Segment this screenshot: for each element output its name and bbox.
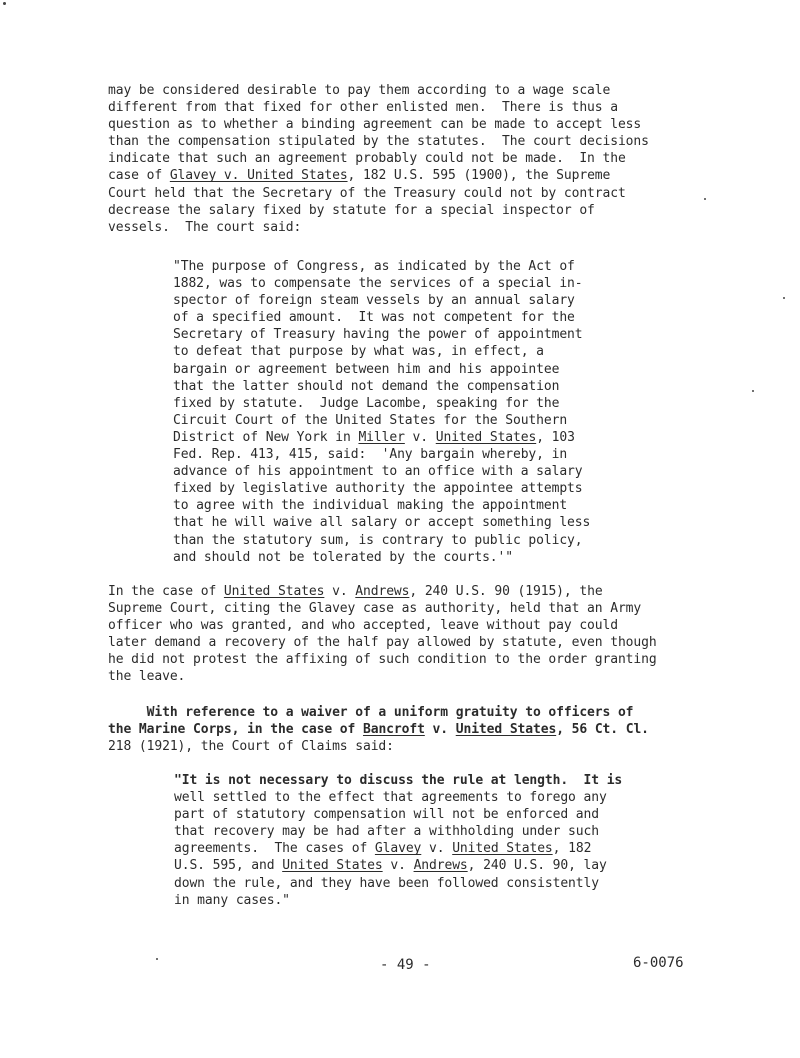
document-code: 6-0076 [633, 955, 684, 971]
text-line: In the case of [108, 584, 224, 599]
text-line: to defeat that purpose by what was, in effect, a [173, 344, 544, 360]
text-line: District of New York in [173, 429, 359, 445]
text-line: vessels. The court said: [108, 219, 302, 235]
text-line: down the rule, and they have been followed consistently [174, 875, 599, 891]
text-line: fixed by legislative authority the appointee attempts [173, 481, 583, 497]
paragraph-andrews-case [108, 583, 657, 686]
case-citation-united-states: United States [223, 584, 325, 599]
text-line: that he will waive all salary or accept something less [173, 515, 591, 531]
text-line: than the compensation stipulated by the statutes. The court decisions [108, 134, 649, 150]
text-line: v. [382, 858, 414, 874]
page-number: - 49 - [380, 957, 431, 973]
case-citation-united-states: United States [282, 858, 383, 874]
text-line: , 182 [552, 841, 592, 857]
text-line: well settled to the effect that agreements to forego any [174, 790, 607, 806]
case-citation-united-states: United States [435, 429, 537, 445]
text-line: different from that fixed for other enlisted men. There is thus a [108, 100, 618, 116]
text-line: question as to whether a binding agreement can be made to accept less [108, 117, 642, 133]
scan-speck [704, 198, 706, 200]
text-line: U.S. 595, and [174, 858, 283, 874]
text-line: of a specified amount. It was not competent for the [173, 310, 575, 326]
case-citation-miller: Miller [358, 429, 405, 445]
text-line: and should not be tolerated by the courts.'" [173, 549, 513, 565]
text-line: the leave. [108, 669, 186, 685]
text-line: With reference to a waiver of a uniform gratuity to officers of [108, 705, 634, 720]
text-line: than the statutory sum, is contrary to public policy, [173, 532, 583, 548]
text-line: that the latter should not demand the compensation [173, 378, 560, 394]
text-line: , 240 U.S. 90, lay [467, 858, 607, 874]
scan-speck [156, 958, 158, 960]
text-line: v. [421, 841, 453, 857]
text-line: v. [404, 429, 436, 445]
text-line: in many cases." [174, 892, 290, 908]
block-quote-glavey [173, 258, 590, 566]
text-line: , 240 U.S. 90 (1915), the [409, 584, 603, 599]
paragraph-waiver-discussion [108, 82, 649, 236]
text-line: Secretary of Treasury having the power of appointment [173, 327, 583, 343]
scan-speck [783, 297, 785, 299]
text-line: decrease the salary fixed by statute for a special inspector of [108, 202, 595, 218]
block-quote-court-of-claims [174, 772, 622, 909]
text-line: may be considered desirable to pay them according to a wage scale [108, 83, 611, 98]
case-citation-united-states: United States [455, 722, 557, 738]
text-line: Court held that the Secretary of the Treasury could not by contract [108, 185, 626, 201]
text-line: that recovery may be had after a withholding under such [174, 824, 599, 840]
text-line: part of statutory compensation will not be enforced and [174, 807, 599, 823]
text-line: to agree with the individual making the appointment [173, 498, 568, 514]
case-citation-andrews: Andrews [355, 584, 410, 599]
text-line: 1882, was to compensate the services of a special in- [173, 276, 583, 292]
text-line: "The purpose of Congress, as indicated by the Act of [173, 259, 575, 274]
text-line: , 56 Ct. Cl. [556, 722, 649, 738]
text-line: advance of his appointment to an office with a salary [173, 464, 583, 480]
text-line: bargain or agreement between him and his appointee [173, 361, 560, 377]
text-line: 218 (1921), the Court of Claims said: [108, 739, 394, 755]
scan-speck [752, 390, 754, 392]
text-line: Fed. Rep. 413, 415, said: 'Any bargain whereby, in [173, 447, 568, 463]
text-line: , 182 U.S. 595 (1900), the Supreme [347, 168, 611, 184]
text-line: later demand a recovery of the half pay allowed by statute, even though [108, 635, 657, 651]
text-line: "It is not necessary to discuss the rule at length. It is [174, 773, 623, 788]
case-citation-glavey: Glavey v. United States [169, 168, 348, 184]
scan-speck [3, 2, 6, 5]
text-line: Circuit Court of the United States for the Southern [173, 412, 568, 428]
case-citation-bancroft: Bancroft [362, 722, 425, 738]
text-line: v. [324, 584, 356, 599]
text-line: case of [108, 168, 170, 184]
case-citation-andrews: Andrews [413, 858, 468, 874]
case-citation-glavey: Glavey [374, 841, 422, 857]
text-line: officer who was granted, and who accepted, leave without pay could [108, 618, 618, 634]
text-line: the Marine Corps, in the case of [108, 722, 363, 738]
case-citation-united-states: United States [452, 841, 553, 857]
text-line: indicate that such an agreement probably could not be made. In the [108, 151, 626, 167]
text-line: Supreme Court, citing the Glavey case as authority, held that an Army [108, 601, 642, 617]
text-line: , 103 [536, 429, 575, 445]
text-line: he did not protest the affixing of such condition to the order granting [108, 652, 657, 668]
text-line: agreements. The cases of [174, 841, 375, 857]
text-line: fixed by statute. Judge Lacombe, speaking for the [173, 395, 560, 411]
paragraph-bancroft-case [108, 704, 649, 755]
text-line: v. [424, 722, 456, 738]
text-line: spector of foreign steam vessels by an annual salary [173, 293, 575, 309]
